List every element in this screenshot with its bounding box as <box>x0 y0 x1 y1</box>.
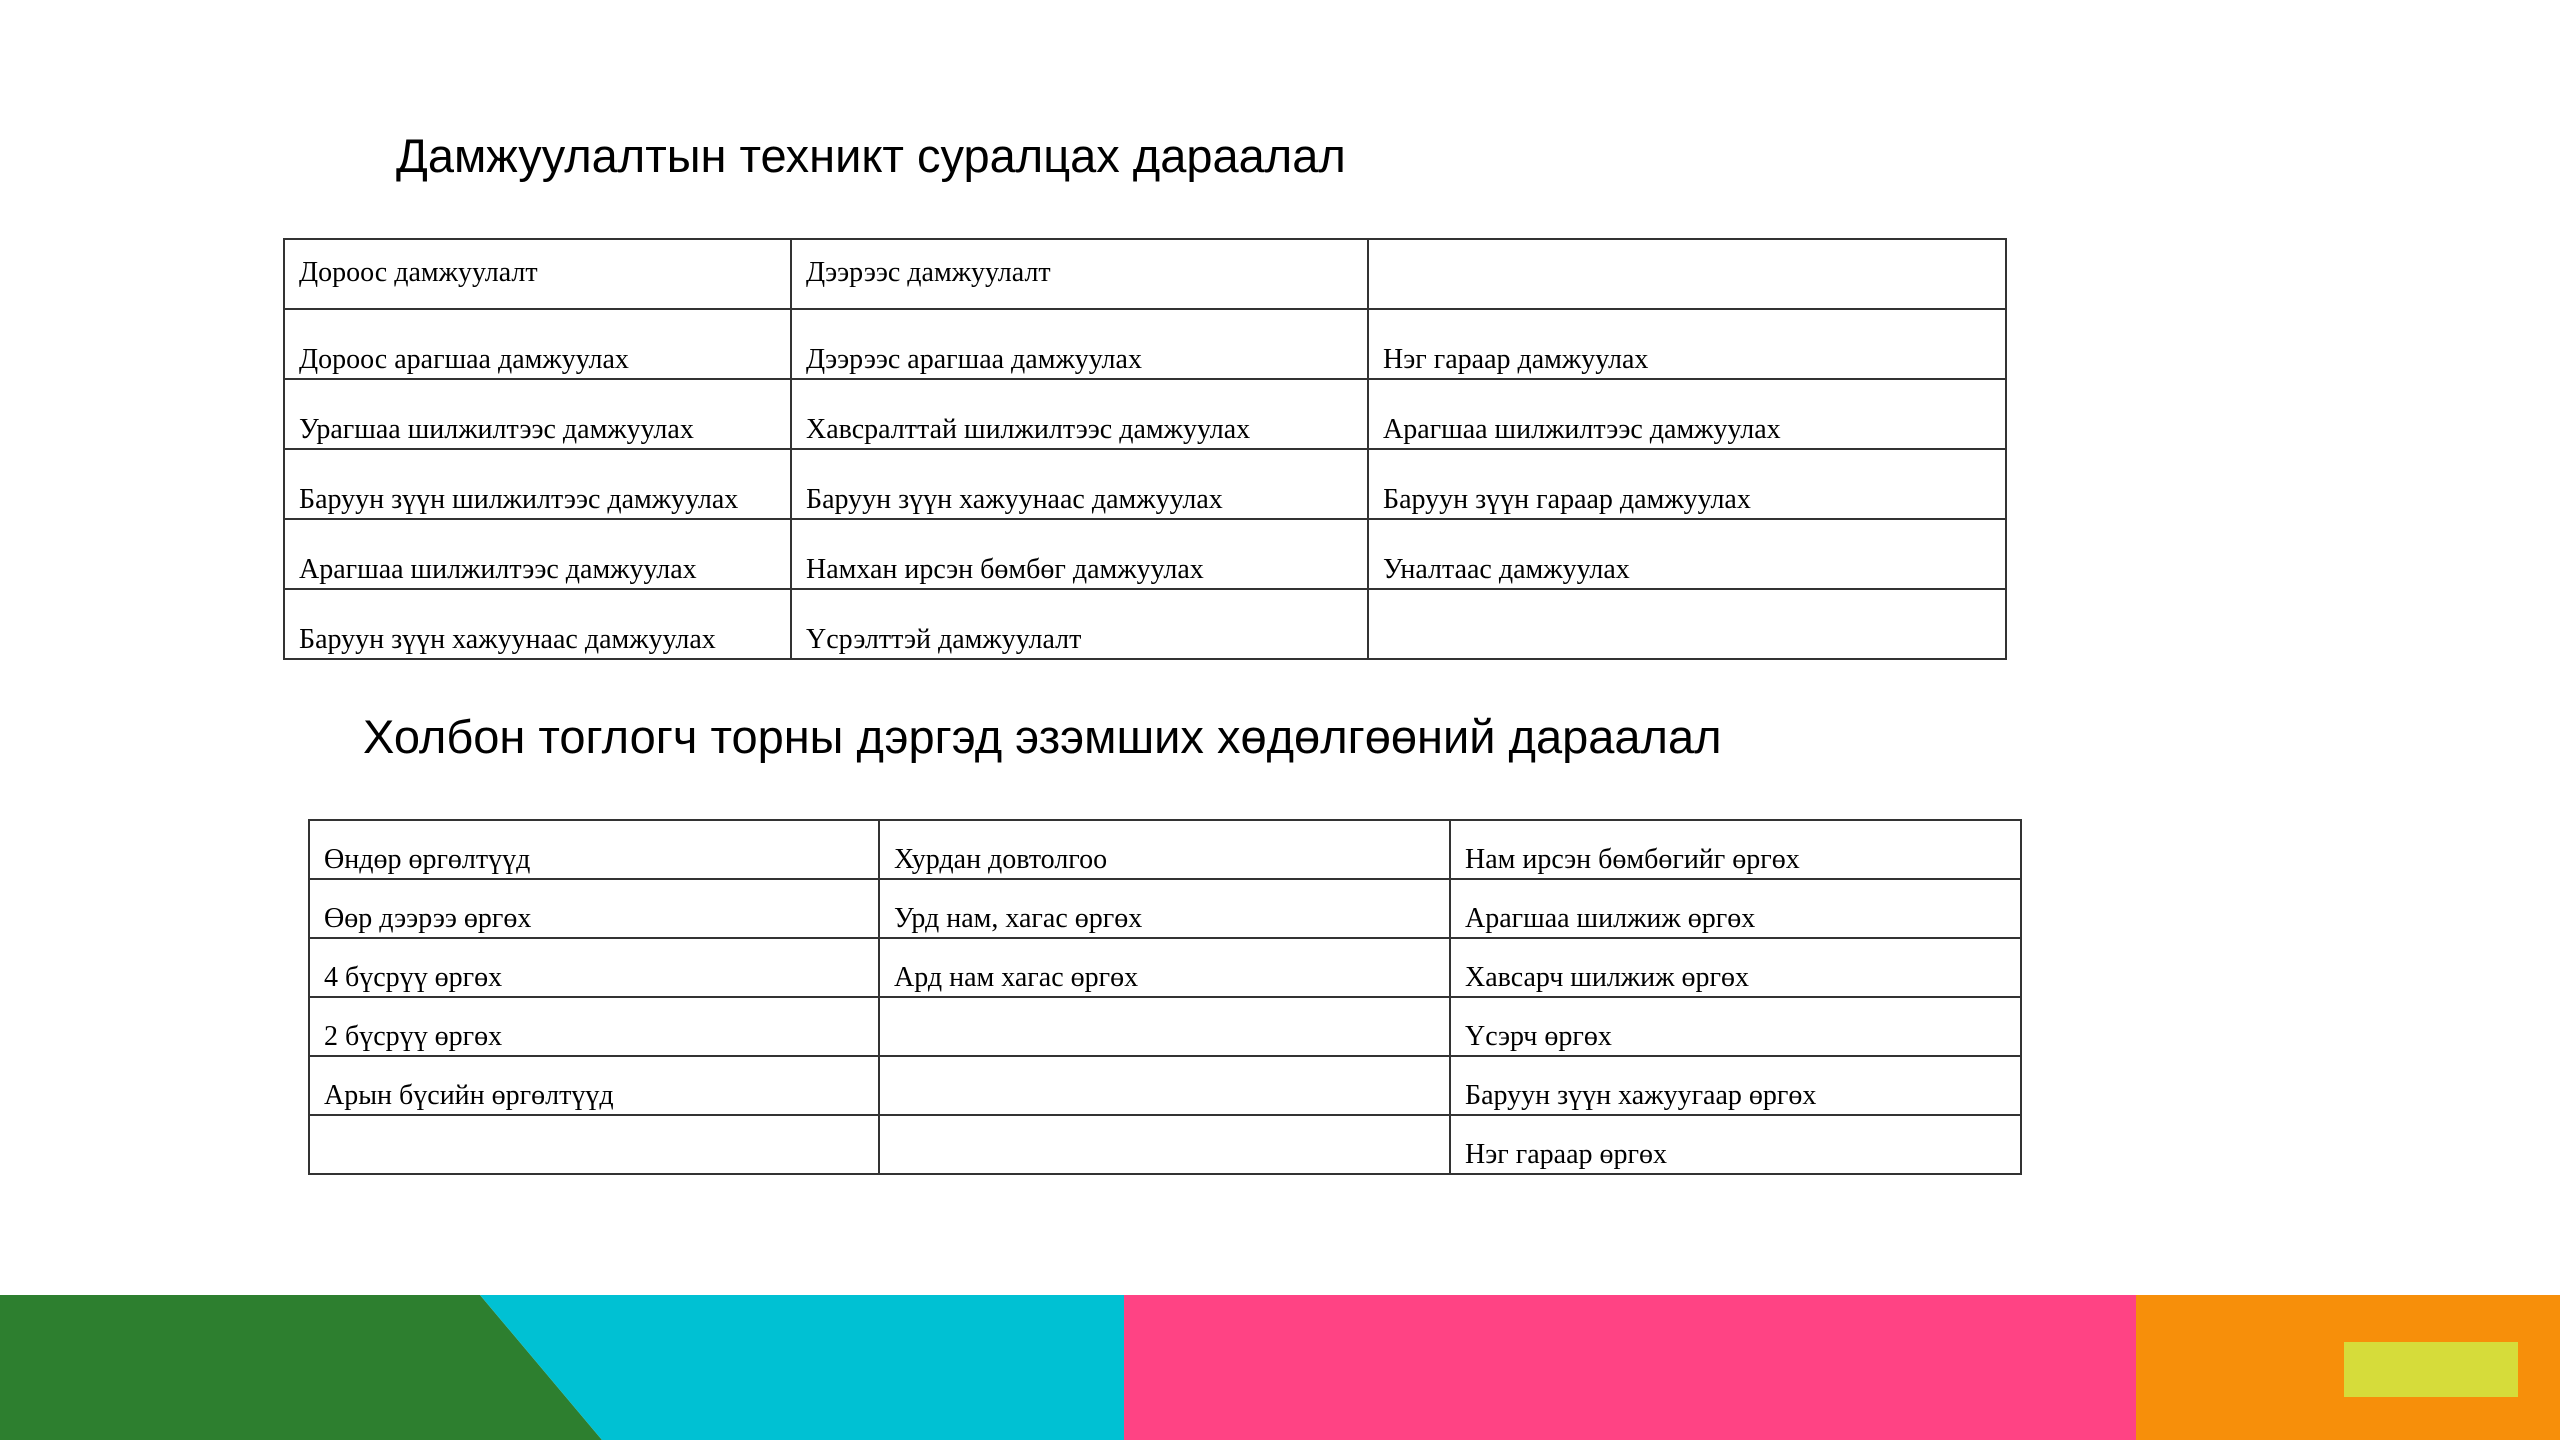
table-cell: Баруун зүүн хажуугаар өргөх <box>1450 1056 2021 1115</box>
table-cell: Баруун зүүн хажуунаас дамжуулах <box>284 589 791 659</box>
table-row <box>284 309 2006 379</box>
table-cell <box>309 1115 879 1174</box>
slide-heading-passing-technique: Дамжуулалтын техникт суралцах дараалал <box>396 129 1346 182</box>
table-cell: Арагшаа шилжилтээс дамжуулах <box>284 519 791 589</box>
table-cell: Нэг гараар өргөх <box>1450 1115 2021 1174</box>
table-cell: Нам ирсэн бөмбөгийг өргөх <box>1450 820 2021 879</box>
table-cell: Уналтаас дамжуулах <box>1368 519 2006 589</box>
table-cell: Урагшаа шилжилтээс дамжуулах <box>284 379 791 449</box>
table-cell: Хурдан довтолгоо <box>879 820 1450 879</box>
setter-movement-table <box>308 819 2022 1175</box>
table-cell: Дороос арагшаа дамжуулах <box>284 309 791 379</box>
passing-technique-table <box>283 238 2007 660</box>
table-cell: Дороос дамжуулалт <box>284 239 791 309</box>
table-cell: Дээрээс арагшаа дамжуулах <box>791 309 1368 379</box>
table-row <box>309 820 2021 879</box>
table-cell: Хавсарч шилжиж өргөх <box>1450 938 2021 997</box>
table-cell: Баруун зүүн гараар дамжуулах <box>1368 449 2006 519</box>
table-cell: 2 бүсрүү өргөх <box>309 997 879 1056</box>
slide-heading-setter-sequence: Холбон тоглогч торны дэргэд эзэмших хөдөлгөөний дараалал <box>363 710 1722 763</box>
table-cell: Өндөр өргөлтүүд <box>309 820 879 879</box>
table-cell: Ард нам хагас өргөх <box>879 938 1450 997</box>
table-cell <box>1368 589 2006 659</box>
footer-logo-block <box>2344 1342 2518 1397</box>
footer-band-pink <box>1124 1295 2137 1440</box>
table-cell: Үсрэлттэй дамжуулалт <box>791 589 1368 659</box>
table-row <box>309 879 2021 938</box>
table-cell: Арагшаа шилжиж өргөх <box>1450 879 2021 938</box>
table-cell: Намхан ирсэн бөмбөг дамжуулах <box>791 519 1368 589</box>
table-row <box>309 997 2021 1056</box>
table-cell: Баруун зүүн шилжилтээс дамжуулах <box>284 449 791 519</box>
table-cell: Урд нам, хагас өргөх <box>879 879 1450 938</box>
table-cell: Арын бүсийн өргөлтүүд <box>309 1056 879 1115</box>
table-cell: 4 бүсрүү өргөх <box>309 938 879 997</box>
table-cell <box>1368 239 2006 309</box>
table-row <box>309 1115 2021 1174</box>
table-cell: Хавсралттай шилжилтээс дамжуулах <box>791 379 1368 449</box>
table-cell <box>879 1115 1450 1174</box>
table-cell: Өөр дээрээ өргөх <box>309 879 879 938</box>
table-row <box>284 519 2006 589</box>
table-cell: Баруун зүүн хажуунаас дамжуулах <box>791 449 1368 519</box>
table-cell: Үсэрч өргөх <box>1450 997 2021 1056</box>
table-row <box>284 589 2006 659</box>
table-cell <box>879 997 1450 1056</box>
table-cell <box>879 1056 1450 1115</box>
table-row <box>284 449 2006 519</box>
table-row <box>309 938 2021 997</box>
table-cell: Арагшаа шилжилтээс дамжуулах <box>1368 379 2006 449</box>
table-cell: Дээрээс дамжуулалт <box>791 239 1368 309</box>
table-row <box>284 379 2006 449</box>
table-cell: Нэг гараар дамжуулах <box>1368 309 2006 379</box>
table-row <box>284 239 2006 309</box>
table-row <box>309 1056 2021 1115</box>
